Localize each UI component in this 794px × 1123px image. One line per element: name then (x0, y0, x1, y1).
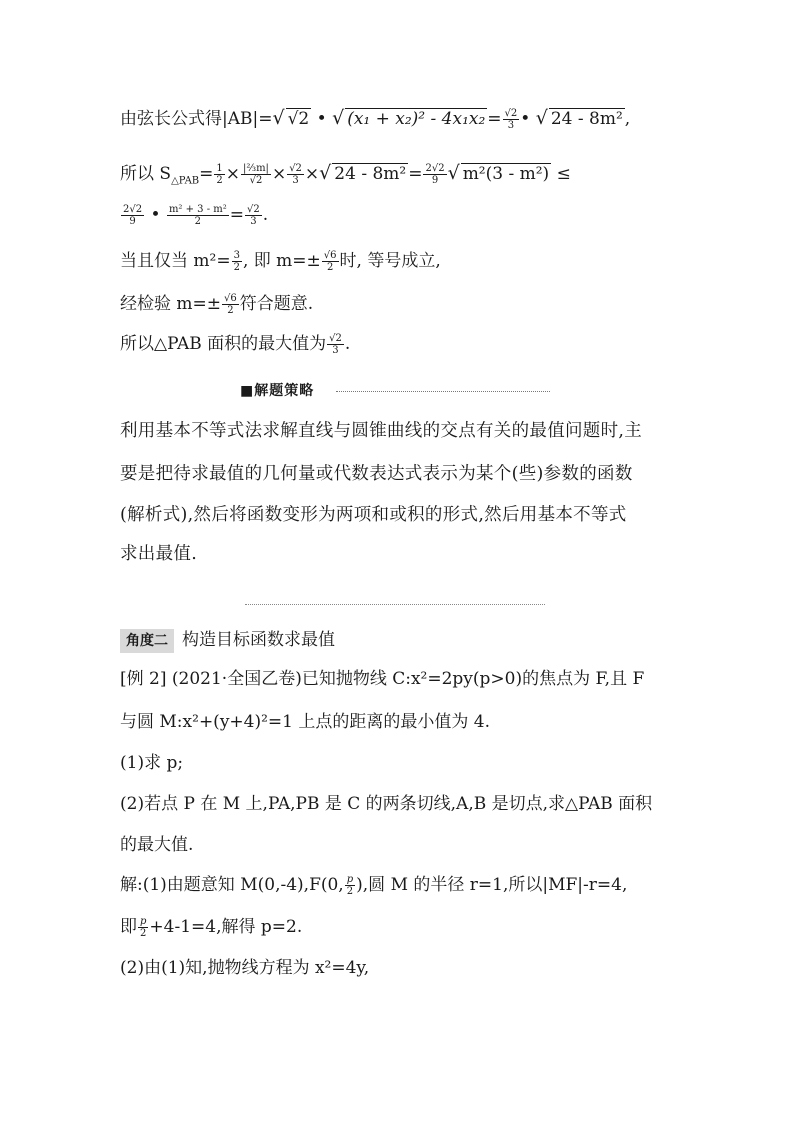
radical-sign: √ (272, 107, 285, 129)
verification-line (120, 291, 313, 317)
text: +4-1=4,解得 p=2. (149, 917, 303, 937)
chord-length-formula (120, 105, 630, 132)
numerator: |⅔m| (243, 163, 269, 174)
inequality-continuation (120, 202, 268, 228)
fraction (345, 874, 355, 897)
fraction (121, 204, 144, 227)
radical-sign: √ (447, 162, 460, 184)
text: ),圆 M 的半径 r=1,所以|MF|-r=4, (356, 875, 628, 895)
area-expression (120, 160, 571, 194)
radical-sign: √ (535, 107, 548, 129)
numerator: p (140, 916, 147, 927)
denominator: 3 (250, 216, 257, 227)
strategy-heading (240, 378, 550, 404)
numerator: 2√2 (425, 163, 445, 174)
denominator: 3 (292, 175, 299, 186)
denominator: √2 (249, 175, 263, 186)
example-question-2-cont: 的最大值. (120, 835, 194, 855)
example-statement-line: [例 2] (2021·全国乙卷)已知抛物线 C:x²=2py(p>0)的焦点为 F,且 F (120, 669, 645, 689)
text: 时, 等号成立, (339, 251, 441, 271)
fraction (423, 163, 446, 186)
radicand: 24 - 8m² (334, 164, 407, 184)
text: 所以 S (120, 164, 172, 184)
equals: = (199, 164, 214, 184)
section-separator (245, 604, 545, 605)
text: 当且仅当 m²= (120, 251, 231, 271)
denominator: 2 (194, 216, 202, 227)
fraction (167, 204, 229, 227)
equality-condition (120, 248, 441, 274)
text: 由弦长公式得|AB|= (120, 109, 273, 129)
example-statement-line: 与圆 M:x²+(y+4)²=1 上点的距离的最小值为 4. (120, 712, 491, 732)
radicand: (x₁ + x₂)² - 4x₁x₂ (347, 109, 486, 129)
radical-sign: √ (319, 162, 332, 184)
denominator: 2 (140, 928, 147, 939)
times: × (304, 164, 320, 184)
numerator: √6 (323, 250, 337, 261)
fraction (138, 916, 148, 939)
subscript: △PAB (171, 175, 200, 187)
times: × (271, 164, 287, 184)
text: 经检验 m=± (120, 294, 222, 314)
text: 所以△PAB 面积的最大值为 (120, 334, 327, 354)
denominator: 9 (129, 216, 136, 227)
numerator: 2√2 (123, 204, 143, 215)
times: × (225, 164, 241, 184)
numerator: √2 (329, 333, 342, 344)
fraction (241, 163, 271, 186)
text: 符合题意. (239, 294, 314, 314)
text: 即 (120, 917, 137, 937)
fraction (222, 293, 239, 316)
fraction (322, 250, 339, 273)
period: . (344, 334, 351, 354)
period: . (262, 205, 269, 225)
section-title: 构造目标函数求最值 (182, 630, 335, 650)
denominator: 2 (227, 305, 234, 316)
fraction (214, 163, 224, 186)
text: , 即 m=± (242, 251, 321, 271)
fraction (327, 333, 344, 356)
equals: = (229, 205, 245, 225)
section-badge: 角度二 (120, 629, 174, 653)
numerator: √2 (504, 108, 518, 119)
strategy-paragraph-line: 利用基本不等式法求解直线与圆锥曲线的交点有关的最值问题时,主 (120, 421, 643, 441)
sqrt-2: √2 (287, 109, 310, 129)
radical-sign: √ (332, 107, 345, 129)
comma: , (624, 109, 631, 129)
numerator: 3 (233, 250, 240, 261)
strategy-heading-text: ■解题策略 (240, 383, 315, 399)
denominator: 3 (507, 120, 515, 131)
numerator: √2 (289, 163, 302, 174)
conclusion-line (120, 331, 350, 357)
equals: = (408, 164, 423, 184)
fraction (245, 204, 262, 227)
strategy-paragraph-line: 要是把待求最值的几何量或代数表达式表示为某个(些)参数的函数 (120, 464, 633, 484)
dot: • (150, 205, 161, 225)
numerator: √6 (224, 293, 237, 304)
radicand: 24 - 8m² (550, 109, 623, 129)
solution-line-3: (2)由(1)知,抛物线方程为 x²=4y, (120, 958, 370, 978)
numerator: 1 (216, 163, 223, 174)
fraction (287, 163, 304, 186)
denominator: 9 (431, 175, 439, 186)
less-equal: ≤ (556, 164, 571, 184)
strategy-paragraph-line: 求出最值. (120, 544, 198, 564)
fraction (503, 108, 520, 131)
numerator: p (346, 874, 354, 885)
numerator: √2 (247, 204, 260, 215)
solution-line-1 (120, 872, 627, 898)
denominator: 3 (332, 345, 339, 356)
denominator: 2 (233, 262, 240, 273)
strategy-paragraph-line: (解析式),然后将函数变形为两项和或积的形式,然后用基本不等式 (120, 505, 627, 525)
denominator: 2 (346, 886, 354, 897)
dot: • (316, 109, 327, 129)
fraction (232, 250, 242, 273)
numerator: m² + 3 - m² (168, 204, 227, 215)
text: 解:(1)由题意知 M(0,-4),F(0, (120, 875, 344, 895)
dotted-rule (336, 391, 550, 392)
solution-line-2 (120, 914, 302, 940)
example-question-2: (2)若点 P 在 M 上,PA,PB 是 C 的两条切线,A,B 是切点,求△PAB 面积 (120, 794, 653, 814)
section-title-row (120, 627, 335, 653)
radicand: m²(3 - m²) (462, 164, 550, 184)
example-question-1: (1)求 p; (120, 753, 184, 773)
dot: • (520, 109, 531, 129)
equals: = (487, 109, 502, 129)
denominator: 2 (216, 175, 223, 186)
denominator: 2 (326, 262, 334, 273)
